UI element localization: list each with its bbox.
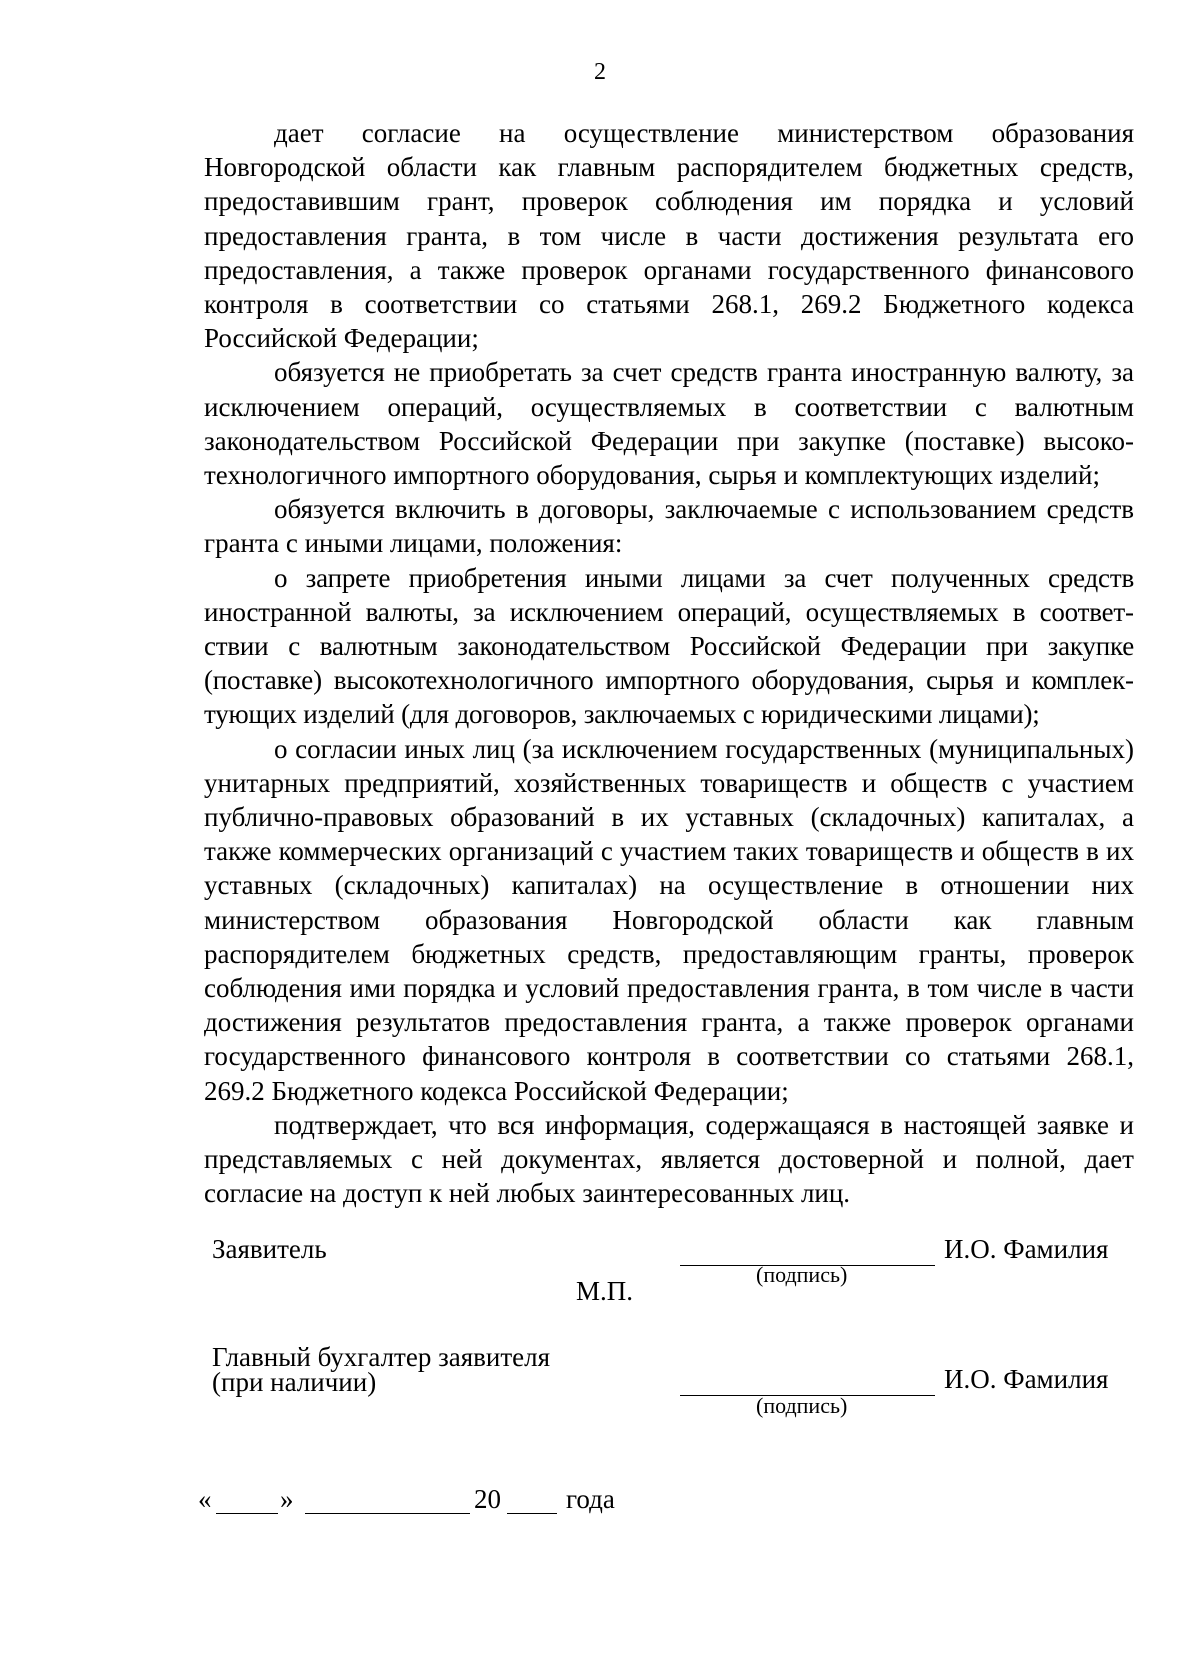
paragraph-contract-provisions: обязуется включить в договоры, заключаемые с использованием средств гранта с иными лицами, положения: bbox=[204, 494, 1134, 559]
applicant-signature-caption: (подпись) bbox=[756, 1262, 848, 1287]
date-year-prefix: 20 bbox=[474, 1484, 501, 1514]
applicant-name: И.О. Фамилия bbox=[944, 1234, 1109, 1264]
paragraph-consent-checks: дает согласие на осуществление министерством образования Новгородской области как главным распорядителем бюджетных средств, предоставившим грант, проверок соблюдения им порядка и условий предоставления гранта, в том числе в части достижения результата его предоставления, а также проверок органами государственного финансового контроля в соответствии со статьями 268.1, 269.2 Бюджетного кодекса Российской Федерации; bbox=[204, 118, 1134, 354]
applicant-label: Заявитель bbox=[212, 1234, 327, 1264]
accountant-label-line1: Главный бухгалтер заявителя bbox=[212, 1342, 551, 1372]
paragraph-prohibition: о запрете приобретения иными лицами за счет полученных средств иностранной валюты, за исключением операций, осуществляемых в соответствии с валютным законодательством Российской Федерации при закупке (поставке) высокотехнологичного импортного оборудования, сырья и комплектующих изделий (для договоров, заключаемых с юридическими лицами); bbox=[204, 562, 1134, 730]
date-year-suffix: года bbox=[566, 1484, 615, 1514]
accountant-label bbox=[212, 1342, 551, 1397]
date-year-line bbox=[507, 1513, 557, 1514]
stamp-label: М.П. bbox=[576, 1276, 634, 1306]
accountant-signature-caption: (подпись) bbox=[756, 1393, 848, 1418]
paragraph-confirmation: подтверждает, что вся информация, содержащаяся в настоящей заявке и представляемых с ней документах, является достоверной и полной, дает согласие на доступ к ней любых заинтересованных лиц. bbox=[204, 1109, 1134, 1209]
accountant-name: И.О. Фамилия bbox=[944, 1364, 1109, 1394]
paragraph-consent-third-parties: о согласии иных лиц (за исключением государственных (муниципальных) унитарных предприятий, хозяйственных товариществ и обществ с участием публично-правовых образований в их уставных (складочных) капиталах, а также коммерческих организаций с участием таких товариществ и обществ в их уставных (складочных) капиталах) на осуществление в отношении них министерством образования Новгородской области как главным распорядителем бюджетных средств, предоставляющим гранты, проверок соблюдения ими порядка и условий предоставления гранта, в том числе в части достижения результатов предоставления гранта, а также проверок органами государственного финансового контроля в соответствии со статьями 268.1, 269.2 Бюджетного кодекса Российской Федерации; bbox=[204, 733, 1134, 1106]
paragraph-no-foreign-currency: обязуется не приобретать за счет средств гранта иностранную валюту, за исключением операций, осуществляемых в соответствии с валютным законодательством Российской Федерации при закупке (поставке) высокотехнологичного импортного оборудования, сырья и комплектующих изделий; bbox=[204, 357, 1134, 491]
page-number: 2 bbox=[594, 59, 606, 85]
date-close-quote: » bbox=[280, 1484, 294, 1514]
date-month-line bbox=[305, 1513, 470, 1514]
accountant-label-line2: (при наличии) bbox=[212, 1367, 377, 1397]
date-open-quote: « bbox=[198, 1484, 212, 1514]
date-day-line bbox=[216, 1513, 278, 1514]
